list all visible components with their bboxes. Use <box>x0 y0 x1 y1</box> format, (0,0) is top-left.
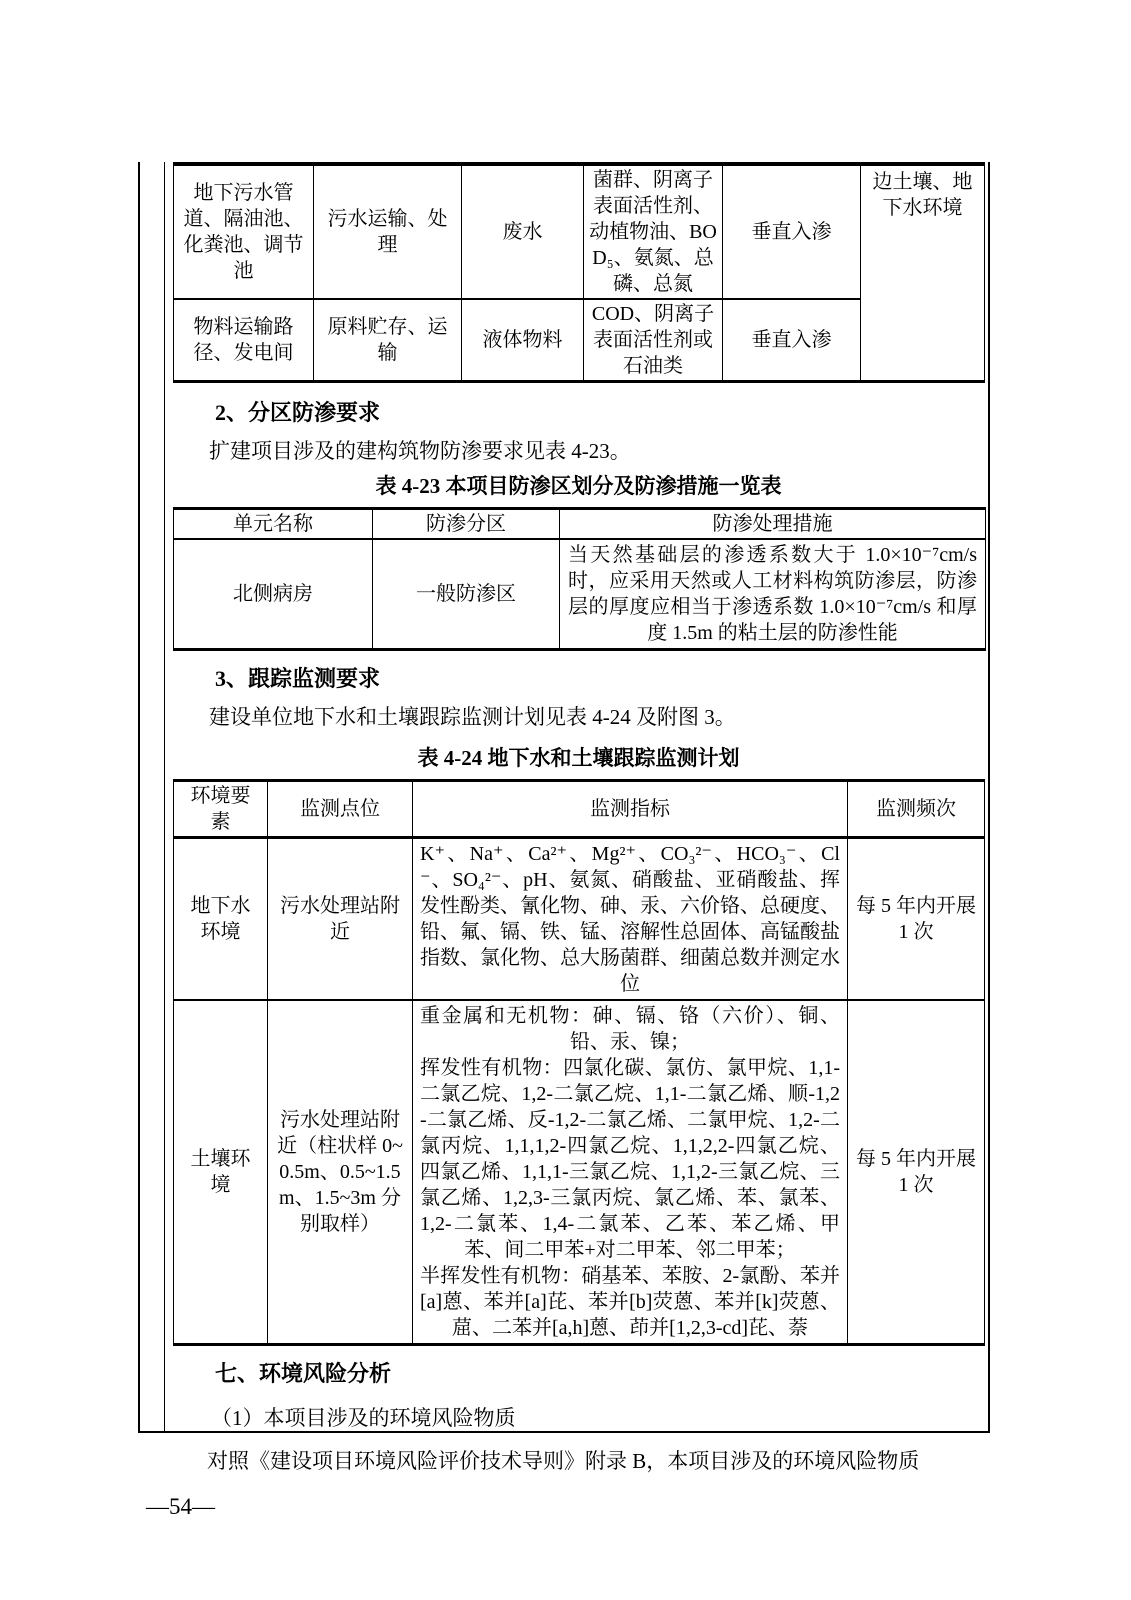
table-row <box>174 539 986 650</box>
indicator-paragraph: 半挥发性有机物：硝基苯、苯胺、2-氯酚、苯并[a]蒽、苯并[a]芘、苯并[b]荧蒽、苯并[k]荧蒽、䓛、二苯并[a,h]蒽、茚并[1,2,3-cd]芘、萘 <box>420 1265 840 1339</box>
indicator-paragraph: 挥发性有机物：四氯化碳、氯仿、氯甲烷、1,1-二氯乙烷、1,2-二氯乙烷、1,1-二氯乙烯、顺-1,2-二氯乙烯、反-1,2-二氯乙烯、二氯甲烷、1,2-二氯丙烷、1,1,1,2-四氯乙烷、1,1,2,2-四氯乙烷、四氯乙烯、1,1,1-三氯乙烷、1,1,2-三氯乙烷、三氯乙烯、1,2,3-三氯丙烷、氯乙烯、苯、氯苯、1,2-二氯苯、1,4-二氯苯、乙苯、苯乙烯、甲苯、间二甲苯+对二甲苯、邻二甲苯； <box>420 1057 840 1261</box>
cell-indicators <box>413 1000 848 1345</box>
page-number: —54— <box>146 1494 215 1519</box>
cell-unit: 地下污水管道、隔油池、化粪池、调节池 <box>174 164 314 299</box>
table-row <box>174 1000 985 1345</box>
cell-element: 土壤环境 <box>174 1000 268 1345</box>
table-header-row <box>174 781 985 838</box>
section-3-heading: 3、跟踪监测要求 <box>215 666 381 691</box>
section-2-heading: 2、分区防渗要求 <box>215 400 381 425</box>
cell-receptor: 边土壤、地下水环境 <box>861 164 985 382</box>
table-row <box>174 838 985 1001</box>
header-monitoring-frequency: 监测频次 <box>848 781 985 838</box>
cell-indicators <box>413 838 848 1001</box>
cell-point: 污水处理站附近 <box>268 838 413 1001</box>
header-monitoring-point: 监测点位 <box>268 781 413 838</box>
header-seepage-zone: 防渗分区 <box>373 509 560 540</box>
form-frame <box>138 162 990 1473</box>
table-header-row <box>174 509 986 540</box>
table-row <box>174 164 985 299</box>
header-seepage-measure: 防渗处理措施 <box>560 509 986 540</box>
indicator-paragraph: K⁺、Na⁺、Ca²⁺、Mg²⁺、CO₃²⁻、HCO₃⁻、Cl⁻、SO₄²⁻、pH、氨氮、硝酸盐、亚硝酸盐、挥发性酚类、氰化物、砷、汞、六价铬、总硬度、铅、氟、镉、铁、锰、溶解性总固体、高锰酸盐指数、氯化物、总大肠菌群、细菌总数并测定水位 <box>420 843 840 995</box>
indicator-paragraph: 重金属和无机物：砷、镉、铬（六价）、铜、铅、汞、镍； <box>420 1005 840 1053</box>
cell-pollutants: COD、阴离子表面活性剂或石油类 <box>584 299 723 382</box>
form-content <box>165 162 991 1475</box>
cell-unit-name: 北侧病房 <box>174 539 373 650</box>
section-7-paragraph-1: （1）本项目涉及的环境风险物质 <box>211 1406 516 1430</box>
table-4-24-title: 表 4-24 地下水和土壤跟踪监测计划 <box>417 746 740 770</box>
header-monitoring-indicator: 监测指标 <box>413 781 848 838</box>
cell-frequency: 每 5 年内开展 1 次 <box>848 838 985 1001</box>
cell-process: 污水运输、处理 <box>314 164 462 299</box>
section-7-paragraph-2: 对照《建设项目环境风险评价技术导则》附录 B，本项目涉及的环境风险物质 <box>207 1449 920 1473</box>
header-unit-name: 单元名称 <box>174 509 373 540</box>
cell-seepage-measure: 当天然基础层的渗透系数大于 1.0×10⁻⁷cm/s 时，应采用天然或人工材料构筑防渗层，防渗层的厚度应相当于渗透系数 1.0×10⁻⁷cm/s 和厚度 1.5m 的粘土层的防渗性能 <box>560 539 986 650</box>
cell-unit: 物料运输路径、发电间 <box>174 299 314 382</box>
cell-point: 污水处理站附近（柱状样 0~0.5m、0.5~1.5m、1.5~3m 分别取样） <box>268 1000 413 1345</box>
cell-pollutants: 菌群、阴离子表面活性剂、动植物油、BOD₅、氨氮、总磷、总氮 <box>584 164 723 299</box>
cell-material: 废水 <box>462 164 584 299</box>
section-3-paragraph: 建设单位地下水和土壤跟踪监测计划见表 4-24 及附图 3。 <box>209 705 736 729</box>
frame-gutter-column <box>140 162 165 1431</box>
pollution-pathway-table <box>173 162 985 383</box>
cell-process: 原料贮存、运输 <box>314 299 462 382</box>
cell-seepage-zone: 一般防渗区 <box>373 539 560 650</box>
section-7-heading: 七、环境风险分析 <box>215 1361 392 1386</box>
monitoring-plan-table <box>173 779 985 1346</box>
table-4-23-title: 表 4-23 本项目防渗区划分及防渗措施一览表 <box>375 474 782 498</box>
header-environment-element: 环境要素 <box>174 781 268 838</box>
cell-frequency: 每 5 年内开展 1 次 <box>848 1000 985 1345</box>
cell-element: 地下水环境 <box>174 838 268 1001</box>
cell-pathway: 垂直入渗 <box>723 299 861 382</box>
section-2-paragraph: 扩建项目涉及的建构筑物防渗要求见表 4-23。 <box>209 439 631 463</box>
seepage-zoning-table <box>173 507 986 651</box>
cell-pathway: 垂直入渗 <box>723 164 861 299</box>
cell-material: 液体物料 <box>462 299 584 382</box>
